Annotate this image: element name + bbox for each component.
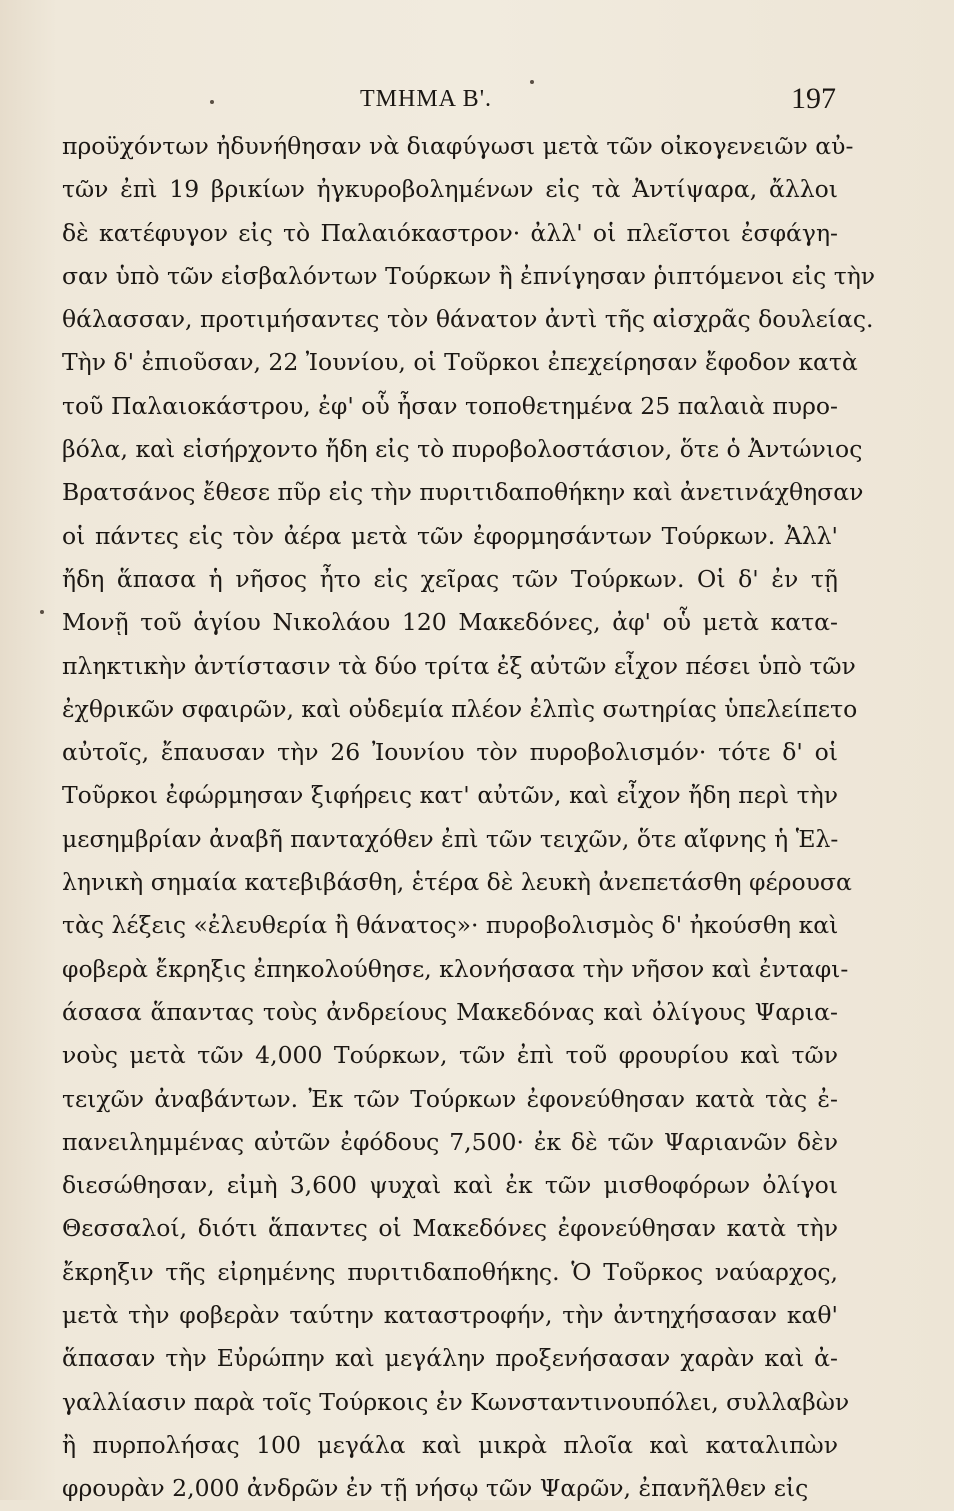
text-line: νοὺς μετὰ τῶν 4,000 Τούρκων, τῶν ἐπὶ τοῦ φρουρίου καὶ τῶν: [62, 1041, 838, 1070]
text-line: άσασα ἅπαντας τοὺς ἀνδρείους Μακεδόνας καὶ ὀλίγους Ψαρια-: [62, 997, 838, 1026]
text-line: γαλλίασιν παρὰ τοῖς Τούρκοις ἐν Κωνσταντινουπόλει, συλλαβὼν: [62, 1387, 850, 1416]
text-line: ἢ πυρπολήσας 100 μεγάλα καὶ μικρὰ πλοῖα καὶ καταλιπὼν: [62, 1430, 838, 1459]
text-line: ἐχθρικῶν σφαιρῶν, καὶ οὐδεμία πλέον ἐλπὶς σωτηρίας ὑπελείπετο: [62, 694, 858, 723]
ink-speck: [40, 610, 44, 614]
text-line: Θεσσαλοί, διότι ἅπαντες οἱ Μακεδόνες ἐφονεύθησαν κατὰ τὴν: [62, 1214, 838, 1243]
page-number: 197: [791, 82, 836, 115]
text-line: διεσώθησαν, εἰμὴ 3,600 ψυχαὶ καὶ ἐκ τῶν μισθοφόρων ὀλίγοι: [62, 1171, 838, 1200]
text-line: βόλα, καὶ εἰσήρχοντο ἤδη εἰς τὸ πυροβολοστάσιον, ὅτε ὁ Ἀντώνιος: [62, 435, 863, 464]
text-line: φρουρὰν 2,000 ἀνδρῶν ἐν τῇ νήσῳ τῶν Ψαρῶν, ἐπανῆλθεν εἰς: [62, 1474, 809, 1503]
text-line: ληνικὴ σημαία κατεβιβάσθη, ἑτέρα δὲ λευκὴ ἀνεπετάσθη φέρουσα: [62, 868, 852, 897]
text-line: οἱ πάντες εἰς τὸν ἀέρα μετὰ τῶν ἐφορμησάντων Τούρκων. Ἀλλ': [62, 521, 838, 550]
text-line: φοβερὰ ἔκρηξις ἐπηκολούθησε, κλονήσασα τὴν νῆσον καὶ ἐνταφι-: [62, 954, 849, 983]
text-line: μετὰ τὴν φοβερὰν ταύτην καταστροφήν, τὴν ἀντηχήσασαν καθ': [62, 1301, 838, 1330]
text-line: δὲ κατέφυγον εἰς τὸ Παλαιόκαστρον· ἀλλ' οἱ πλεῖστοι ἐσφάγη-: [62, 218, 838, 247]
ink-speck: [210, 100, 214, 104]
text-line: τειχῶν ἀναβάντων. Ἐκ τῶν Τούρκων ἐφονεύθησαν κατὰ τὰς ἐ-: [62, 1084, 838, 1113]
text-line: Βρατσάνος ἔθεσε πῦρ εἰς τὴν πυριτιδαποθήκην καὶ ἀνετινάχθησαν: [62, 478, 864, 507]
text-line: ἅπασαν τὴν Εὐρώπην καὶ μεγάλην προξενήσασαν χαρὰν καὶ ἀ-: [62, 1344, 838, 1373]
text-line: τοῦ Παλαιοκάστρου, ἐφ' οὗ ἦσαν τοποθετημένα 25 παλαιὰ πυρο-: [62, 391, 838, 420]
text-line: τῶν ἐπὶ 19 βρικίων ἠγκυροβολημένων εἰς τὰ Ἀντίψαρα, ἄλλοι: [62, 175, 838, 204]
text-line: Τὴν δ' ἐπιοῦσαν, 22 Ἰουνίου, οἱ Τοῦρκοι ἐπεχείρησαν ἔφοδον κατὰ: [62, 348, 858, 377]
text-line: προϋχόντων ἠδυνήθησαν νὰ διαφύγωσι μετὰ τῶν οἰκογενειῶν αὐ-: [62, 132, 854, 160]
body-text: [62, 125, 876, 1511]
text-line: μεσημβρίαν ἀναβῆ πανταχόθεν ἐπὶ τῶν τειχῶν, ὅτε αἴφνης ἡ Ἑλ-: [62, 824, 839, 853]
text-line: αὐτοῖς, ἔπαυσαν τὴν 26 Ἰουνίου τὸν πυροβολισμόν· τότε δ' οἱ: [62, 738, 838, 767]
text-line: ἤδη ἅπασα ἡ νῆσος ἦτο εἰς χεῖρας τῶν Τούρκων. Οἱ δ' ἐν τῇ: [62, 564, 838, 593]
text-line: σαν ὑπὸ τῶν εἰσβαλόντων Τούρκων ἢ ἐπνίγησαν ῥιπτόμενοι εἰς τὴν: [62, 261, 876, 290]
text-line: ἔκρηξιν τῆς εἰρημένης πυριτιδαποθήκης. Ὁ Τοῦρκος ναύαρχος,: [62, 1257, 838, 1286]
text-line: θάλασσαν, προτιμήσαντες τὸν θάνατον ἀντὶ τῆς αἰσχρᾶς δουλείας.: [62, 305, 874, 334]
text-line: Μονῇ τοῦ ἁγίου Νικολάου 120 Μακεδόνες, ἀφ' οὗ μετὰ κατα-: [62, 608, 838, 637]
text-line: τὰς λέξεις «ἐλευθερία ἢ θάνατος»· πυροβολισμὸς δ' ἠκούσθη καὶ: [62, 911, 839, 940]
ink-speck: [530, 80, 534, 84]
page-header: [60, 82, 836, 122]
text-line: Τοῦρκοι ἐφώρμησαν ξιφήρεις κατ' αὐτῶν, καὶ εἶχον ἤδη περὶ τὴν: [62, 781, 838, 810]
text-line: πληκτικὴν ἀντίστασιν τὰ δύο τρίτα ἐξ αὐτῶν εἶχον πέσει ὑπὸ τῶν: [62, 651, 856, 680]
running-title: ΤΜΗΜΑ Β'.: [360, 86, 493, 112]
text-line: πανειλημμένας αὐτῶν ἐφόδους 7,500· ἐκ δὲ τῶν Ψαριανῶν δὲν: [62, 1127, 838, 1156]
